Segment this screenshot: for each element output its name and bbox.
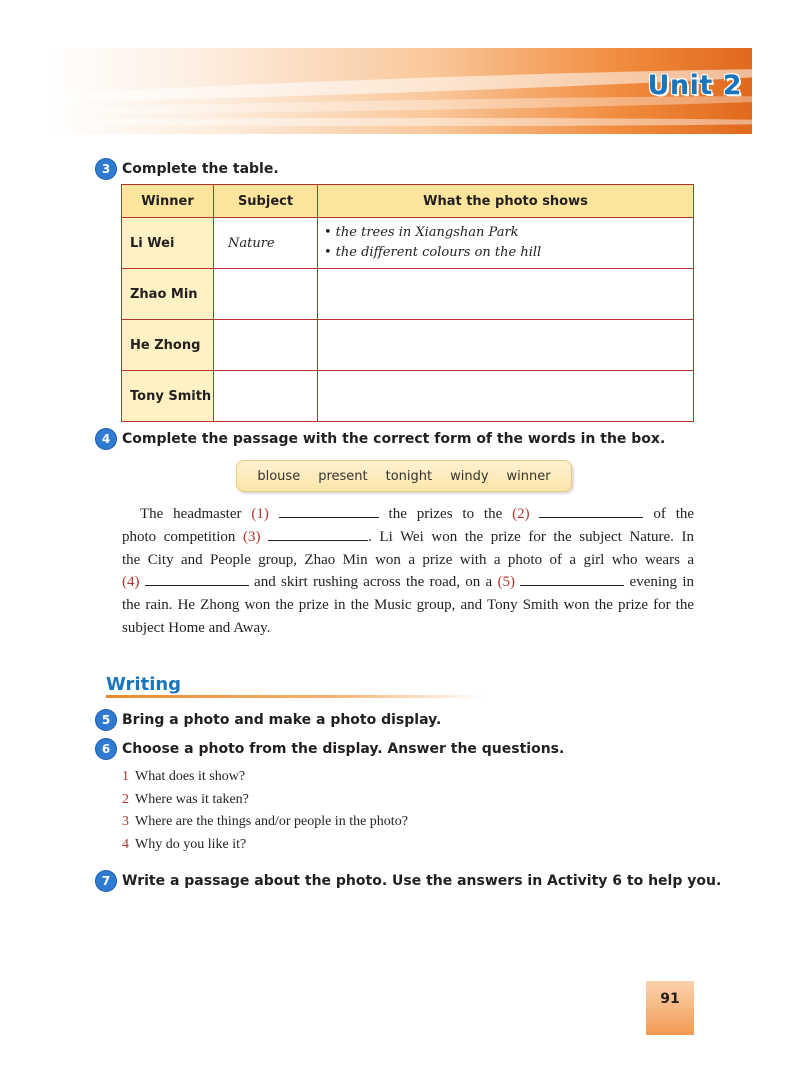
activity-3-heading <box>96 159 279 179</box>
activity-4-heading <box>96 429 665 449</box>
passage-line: The headmaster (1) the prizes to the (2) of the <box>122 503 694 526</box>
subject-answer-cell[interactable] <box>214 320 318 371</box>
blank-1[interactable] <box>279 503 379 518</box>
photo-shows-cell <box>318 218 694 269</box>
passage-line: (4) and skirt rushing across the road, on a (5) evening in <box>122 571 694 594</box>
header-band <box>48 48 752 134</box>
passage-line: the City and People group, Zhao Min won a prize with a photo of a girl who wears a <box>122 551 694 568</box>
table-row <box>122 269 694 320</box>
subject-answer-cell[interactable] <box>214 371 318 422</box>
photo-shows-answer-cell[interactable] <box>318 320 694 371</box>
blank-4[interactable] <box>145 571 249 586</box>
writing-section-title: Writing <box>106 674 182 695</box>
activity-number-badge: 3 <box>96 159 116 179</box>
blank-number: (2) <box>512 506 530 522</box>
photo-shows-answer-cell[interactable] <box>318 371 694 422</box>
photo-shows-item: • the trees in Xiangshan Park <box>324 225 519 240</box>
blank-5[interactable] <box>520 571 624 586</box>
activity-number-badge: 5 <box>96 710 116 730</box>
writing-underline <box>106 695 486 698</box>
table-row <box>122 320 694 371</box>
winner-cell: Zhao Min <box>122 269 214 320</box>
question-item: 1 What does it show? <box>122 769 246 784</box>
blank-number: (3) <box>243 528 261 545</box>
question-item: 3 Where are the things and/or people in the photo? <box>122 814 408 829</box>
bullet-icon: • <box>324 245 332 260</box>
table-row <box>122 218 694 269</box>
blank-number: (1) <box>251 506 269 522</box>
activity-6-heading <box>96 739 564 759</box>
winner-cell: Li Wei <box>122 218 214 269</box>
activity-7-instruction: Write a passage about the photo. Use the answers in Activity 6 to help you. <box>122 873 722 889</box>
activity-6-instruction: Choose a photo from the display. Answer the questions. <box>122 741 565 757</box>
word-item: present <box>318 468 368 484</box>
blank-number: (5) <box>497 574 515 591</box>
activity-7-heading <box>96 871 721 891</box>
blank-3[interactable] <box>268 526 368 541</box>
word-item: windy <box>450 468 489 484</box>
activity-5-instruction: Bring a photo and make a photo display. <box>122 712 442 728</box>
winner-cell: Tony Smith <box>122 371 214 422</box>
blank-2[interactable] <box>539 503 643 518</box>
activity-5-heading <box>96 710 441 730</box>
header-stripe <box>48 118 752 126</box>
page-number: 91 <box>646 981 694 1035</box>
activity-4-instruction: Complete the passage with the correct form of the words in the box. <box>122 431 666 447</box>
subject-cell: Nature <box>214 218 318 269</box>
photo-shows-answer-cell[interactable] <box>318 269 694 320</box>
winners-table <box>121 184 694 422</box>
table-header-row <box>122 185 694 218</box>
cloze-passage <box>122 503 694 640</box>
header-photo-shows: What the photo shows <box>318 185 694 218</box>
table-row <box>122 371 694 422</box>
question-item: 4 Why do you like it? <box>122 836 247 852</box>
word-item: blouse <box>257 468 301 484</box>
bullet-icon: • <box>324 225 332 240</box>
question-list <box>122 766 408 856</box>
winner-cell: He Zhong <box>122 320 214 371</box>
word-item: tonight <box>385 468 433 484</box>
unit-title: Unit 2 <box>647 70 742 101</box>
word-item: winner <box>506 468 551 484</box>
blank-number: (4) <box>122 574 140 591</box>
word-box <box>236 460 572 492</box>
passage-line: photo competition (3) . Li Wei won the prize for the subject Nature. In <box>122 526 694 549</box>
passage-line: the rain. He Zhong won the prize in the Music group, and Tony Smith won the prize for the <box>122 597 694 614</box>
activity-number-badge: 6 <box>96 739 116 759</box>
activity-number-badge: 7 <box>96 871 116 891</box>
header-subject: Subject <box>214 185 318 218</box>
subject-answer-cell[interactable] <box>214 269 318 320</box>
passage-line: subject Home and Away. <box>122 619 271 636</box>
activity-3-instruction: Complete the table. <box>122 161 279 177</box>
photo-shows-item: • the different colours on the hill <box>324 245 542 260</box>
header-winner: Winner <box>122 185 214 218</box>
question-item: 2 Where was it taken? <box>122 791 249 807</box>
activity-number-badge: 4 <box>96 429 116 449</box>
